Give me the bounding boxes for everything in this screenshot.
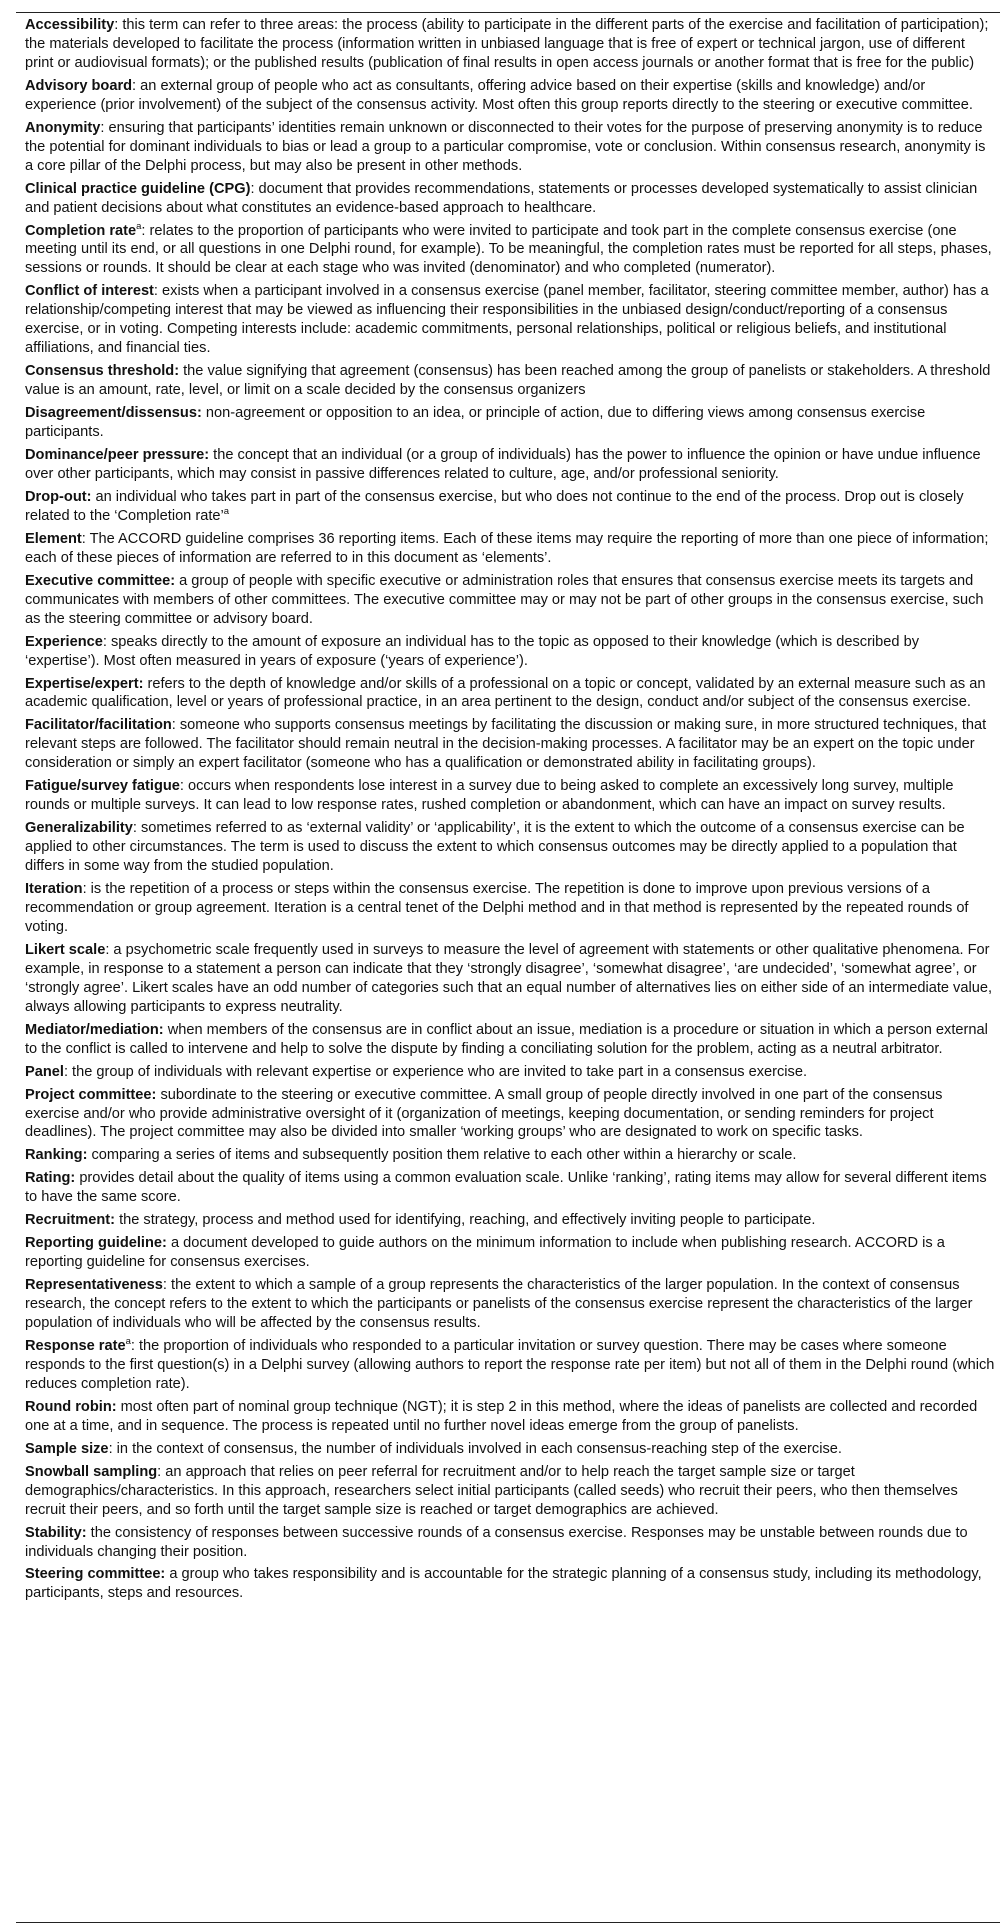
glossary-term: Ranking: [25,1147,88,1164]
glossary-entry [25,446,997,484]
glossary-definition: non-agreement or opposition to an idea, or principle of action, due to differing views among consensus exercise participants. [25,405,926,441]
glossary-term: Round robin: [25,1398,117,1415]
glossary-definition: : is the repetition of a process or steps within the consensus exercise. The repetition is done to improve upon previous versions of a recommendation or group agreement. Iteration is a central tenet of the Delphi method and in that method is represented by the repeated rounds of voting. [25,881,969,935]
glossary-definition: : the group of individuals with relevant expertise or experience who are invited to take part in a consensus exercise. [63,1063,808,1080]
glossary-entry [25,1276,997,1333]
glossary-entry [25,675,997,713]
glossary-entry [25,1463,997,1520]
glossary-term: Project committee: [25,1086,157,1103]
glossary-definition: the strategy, process and method used for identifying, reaching, and effectively inviting people to participate. [115,1212,816,1229]
glossary-entry [25,1211,997,1230]
glossary-term: Facilitator/facilitation [25,717,172,734]
glossary-definition: : the proportion of individuals who responded to a particular invitation or survey question. There may be cases where someone responds to the first question(s) in a Delphi survey (allowing authors to report the response rate per item) but not all of them in the Delphi round (which reduces completion rate). [25,1338,995,1392]
glossary-entry [25,1063,997,1082]
glossary-entry [25,1337,997,1394]
glossary-definition: the concept that an individual (or a group of individuals) has the power to influence the opinion or have undue influence over other participants, which may consist in passive differences related to culture, age, and/or professional seniority. [25,447,981,482]
glossary-definition: : an approach that relies on peer referral for recruitment and/or to help reach the target sample size or target demographics/characteristics. In this approach, researchers select initial participants (called seeds) who recruit their peers, who then themselves recruit their peers, and so forth until the target sample size is reached or target demographics are achieved. [25,1463,958,1518]
glossary-entry [25,1146,997,1165]
glossary-entry [25,119,997,176]
glossary-term: Recruitment: [25,1212,116,1229]
glossary-definition: a document developed to guide authors on the minimum information to include when publishing research. ACCORD is a reporting guideline for consensus exercises. [25,1235,945,1271]
glossary-definition: when members of the consensus are in conflict about an issue, mediation is a procedure or situation in which a person external to the conflict is called to intervene and help to solve the dispute by finding a conciliating solution for the problem, acting as a neutral arbitrator. [25,1021,988,1057]
glossary-entry [25,1440,997,1459]
glossary-list [25,16,997,1607]
glossary-entry [25,941,997,1017]
glossary-term: Element [25,530,82,547]
glossary-definition: : occurs when respondents lose interest in a survey due to being asked to complete an excessively long survey, multiple rounds or multiple surveys. It can lead to low response rates, rushed completion or abandonment, which can have an impact on survey results. [25,778,954,814]
glossary-term: Anonymity [25,119,101,136]
glossary-term: Conflict of interest [25,283,154,300]
glossary-definition: an individual who takes part in part of the consensus exercise, but who does not continue to the end of the process. Drop out is closely related to the ‘Completion rate’ [25,488,964,524]
glossary-definition: : an external group of people who act as consultants, offering advice based on their expertise (skills and knowledge) and/or experience (prior involvement) of the subject of the consensus activity. Most often this group reports directly to the steering or executive committee. [25,77,973,113]
glossary-entry [25,1234,997,1272]
glossary-term: Steering committee: [25,1566,166,1583]
glossary-definition: : sometimes referred to as ‘external validity’ or ‘applicability’, it is the extent to which the outcome of a consensus exercise can be applied to other circumstances. The term is used to discuss the extent to which consensus outcomes may be directly applied to a population that differs in some way from the studied population. [25,820,965,875]
glossary-definition: : document that provides recommendations, statements or processes developed systematically to assist clinician and patient decisions about what constitutes an evidence-based approach to healthcare. [25,180,978,216]
glossary-definition: : exists when a participant involved in a consensus exercise (panel member, facilitator, steering committee member, author) has a relationship/competing interest that may be viewed as influencing their responsibilities in the unbiased design/conduct/reporting of a consensus exercise, or in voting. Competing interests include: academic commitments, personal relationships, political or religious beliefs, and institutional affiliations, and financial ties. [25,283,989,357]
glossary-definition: : speaks directly to the amount of exposure an individual has to the topic as opposed to their knowledge (which is described by ‘expertise’). Most often measured in years of exposure (‘years of experience’). [25,633,919,669]
glossary-definition: a group of people with specific executive or administration roles that ensures that consensus exercise meets its targets and communicates with members of other committees. The executive committee may or may not be part of other groups in the consensus exercise, such as the steering committee or advisory board. [25,572,984,627]
glossary-entry [25,222,997,279]
glossary-entry [25,1086,997,1143]
glossary-term: Accessibility [25,17,115,33]
glossary-term: Dominance/peer pressure: [25,447,210,464]
glossary-definition: : the extent to which a sample of a group represents the characteristics of the larger population. In the context of consensus research, the concept refers to the extent to which the participants or panelists of the consensus exercise represent the characteristics of the larger population of individuals who will be affected by the consensus results. [25,1277,973,1332]
glossary-entry [25,819,997,876]
glossary-entry [25,1169,997,1207]
glossary-entry [25,488,997,526]
footnote-marker: a [223,506,230,518]
glossary-entry [25,180,997,218]
glossary-definition: a group who takes responsibility and is accountable for the strategic planning of a consensus study, including its methodology, participants, steps and resources. [25,1566,982,1602]
glossary-term: Sample size [25,1440,109,1457]
top-rule [16,12,1000,13]
glossary-term: Executive committee: [25,572,176,589]
glossary-definition: provides detail about the quality of items using a common evaluation scale. Unlike ‘ranking’, rating items may allow for several different items to have the same score. [25,1170,987,1206]
glossary-term: Disagreement/dissensus: [25,405,202,422]
glossary-term: Stability: [25,1524,87,1541]
glossary-entry [25,404,997,442]
glossary-entry [25,282,997,358]
glossary-entry [25,1565,997,1603]
glossary-definition: : The ACCORD guideline comprises 36 reporting items. Each of these items may require the reporting of more than one piece of information; each of these pieces of information are referred to in this document as ‘elements’. [25,530,989,566]
glossary-definition: the consistency of responses between successive rounds of a consensus exercise. Responses may be unstable between rounds due to individuals changing their position. [25,1524,968,1560]
footnote-marker: a [136,220,142,232]
glossary-entry [25,572,997,629]
glossary-term: Advisory board [25,77,133,94]
glossary-term: Clinical practice guideline (CPG) [25,180,251,197]
footnote-marker: a [125,1336,131,1348]
bottom-rule [16,1922,1000,1923]
glossary-entry [25,1021,997,1059]
glossary-term: Completion rate [25,222,137,239]
glossary-term: Drop-out: [25,488,92,505]
glossary-term: Consensus threshold: [25,363,180,380]
glossary-definition: : relates to the proportion of participants who were invited to participate and took part in the complete consensus exercise (one meeting until its end, or all questions in one Delphi round, for example). To be meaningful, the completion rates must be reported for all steps, phases, sessions or rounds. It should be clear at each stage who was invited (denominator) and who completed (numerator). [25,222,992,277]
glossary-term: Reporting guideline: [25,1235,167,1252]
glossary-term: Representativeness [25,1277,163,1294]
glossary-entry [25,777,997,815]
glossary-term: Generalizability [25,820,133,837]
glossary-term: Fatigue/survey fatigue [25,778,180,795]
glossary-definition: : this term can refer to three areas: the process (ability to participate in the different parts of the exercise and facilitation of participation); the materials developed to facilitate the process (information written in unbiased language that is free of expert or technical jargon, use of different print or audiovisual formats); or the published results (publication of final results in open access journals or another format that is free for the public) [25,17,989,71]
glossary-entry [25,1524,997,1562]
glossary-definition: most often part of nominal group technique (NGT); it is step 2 in this method, where the ideas of panelists are collected and recorded one at a time, and in sequence. The process is repeated until no further novel ideas emerge from the group of panelists. [25,1398,978,1434]
glossary-term: Iteration [25,881,83,898]
glossary-entry [25,16,997,73]
glossary-entry [25,633,997,671]
glossary-definition: subordinate to the steering or executive committee. A small group of people directly involved in one part of the consensus exercise and/or who provide administrative oversight of it (organization of meetings, keeping documentation, or sending reminders for project deadlines). The project committee may also be divided into smaller ‘working groups’ who are designated to work on specific tasks. [25,1086,943,1141]
glossary-definition: the value signifying that agreement (consensus) has been reached among the group of panelists or stakeholders. A threshold value is an amount, rate, level, or limit on a scale decided by the consensus organizers [25,363,991,399]
glossary-term: Mediator/mediation: [25,1021,164,1038]
glossary-term: Response rate [25,1338,126,1354]
glossary-term: Snowball sampling [25,1463,158,1480]
glossary-entry [25,530,997,568]
glossary-term: Rating: [25,1170,76,1187]
glossary-entry [25,880,997,937]
glossary-definition: comparing a series of items and subsequently position them relative to each other within a hierarchy or scale. [87,1147,797,1164]
glossary-definition: : in the context of consensus, the number of individuals involved in each consensus-reaching step of the exercise. [108,1440,842,1457]
glossary-term: Expertise/expert: [25,675,144,692]
glossary-entry [25,716,997,773]
glossary-entry [25,77,997,115]
glossary-term: Panel [25,1063,64,1080]
glossary-entry [25,362,997,400]
glossary-term: Likert scale [25,941,106,958]
glossary-definition: : ensuring that participants’ identities remain unknown or disconnected to their votes for the purpose of preserving anonymity is to reduce the potential for dominant individuals to bias or lead a group to a particular compromise, vote or conclusion. Within consensus research, anonymity is a core pillar of the Delphi process, but may also be present in other methods. [25,119,986,174]
glossary-term: Experience [25,633,103,650]
glossary-definition: refers to the depth of knowledge and/or skills of a professional on a topic or concept, validated by an external measure such as an academic qualification, level or years of professional practice, in an area pertinent to the design, conduct and/or subject of the consensus exercise. [25,675,986,711]
glossary-definition: : someone who supports consensus meetings by facilitating the discussion or making sure, in more structured techniques, that relevant steps are followed. The facilitator should remain neutral in the decision-making processes. A facilitator may be an expert on the topic under consideration or simply an expert facilitator (someone who has a qualification or demonstrated ability in facilitating groups). [25,717,987,772]
glossary-entry [25,1398,997,1436]
glossary-definition: : a psychometric scale frequently used in surveys to measure the level of agreement with statements or other qualitative phenomena. For example, in response to a statement a person can indicate that they ‘strongly disagree’, ‘somewhat disagree’, ‘are undecided’, ‘somewhat agree’, or ‘strongly agree’. Likert scales have an odd number of categories such that an equal number of alternatives lies on either side of an intermediate value, always allowing participants to express neutrality. [25,941,992,1015]
